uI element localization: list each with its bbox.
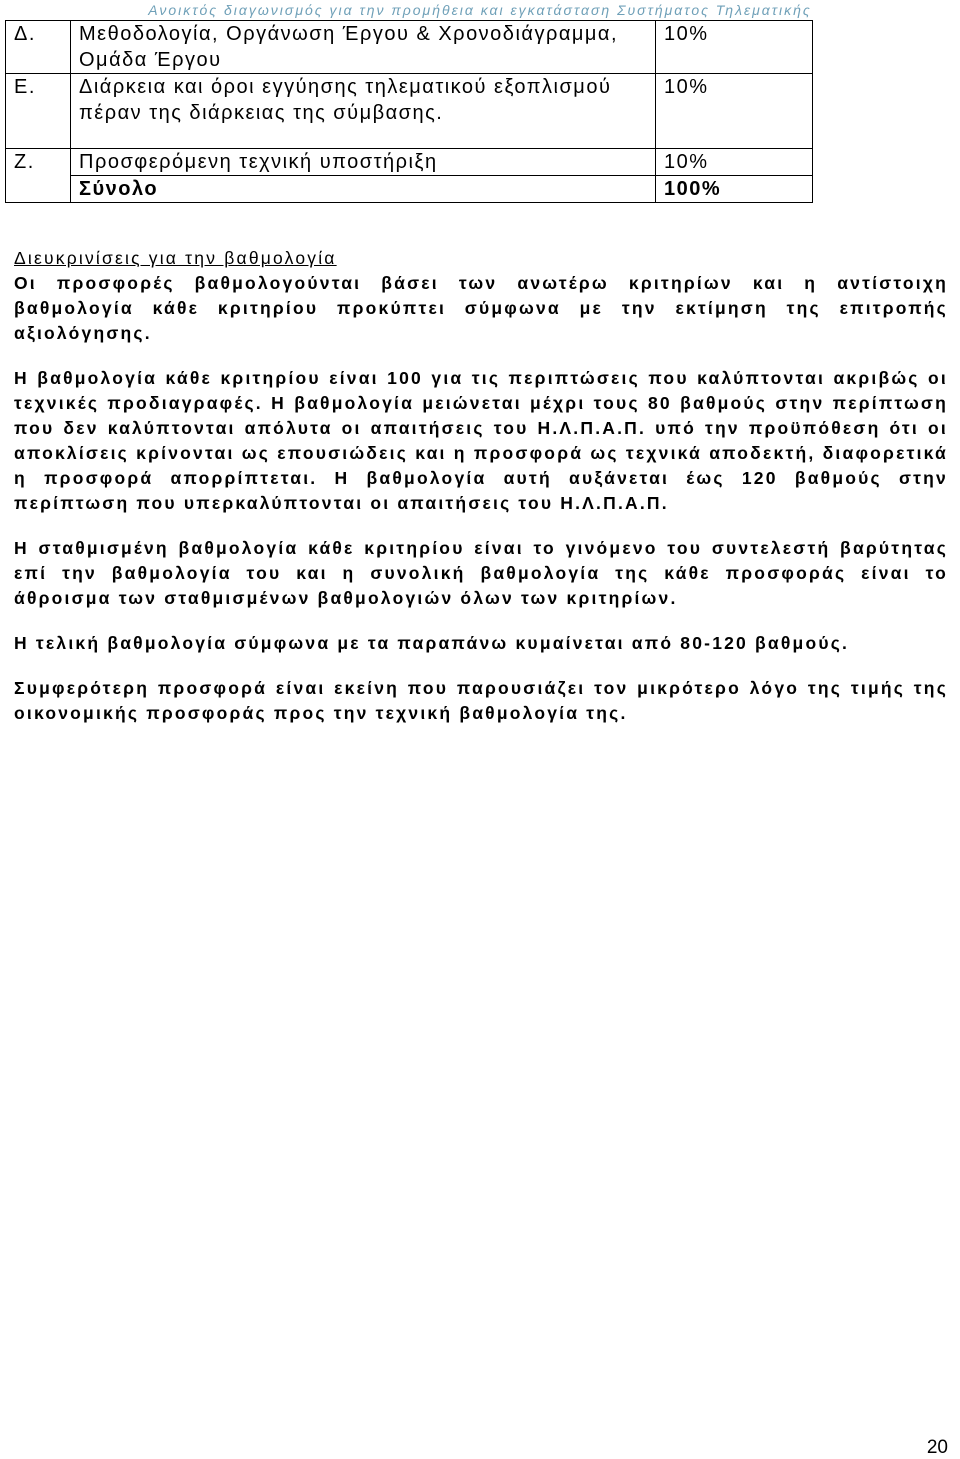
page-number: 20 [926, 1437, 948, 1458]
paragraph: Οι προσφορές βαθμολογούνται βάσει των ανωτέρω κριτηρίων και η αντίστοιχη βαθμολογία κάθε κριτηρίου προκύπτει σύμφωνα με την εκτίμηση της επιτροπής αξιολόγησης. [14, 273, 948, 343]
subheading: Διευκρινίσεις για την βαθμολογία [14, 248, 337, 268]
document-body [14, 246, 948, 746]
criterion-label: Μεθοδολογία, Οργάνωση Έργου & Χρονοδιάγραμμα, Ομάδα Έργου [71, 21, 656, 74]
table-row [6, 176, 813, 203]
criterion-label: Προσφερόμενη τεχνική υποστήριξη [71, 149, 656, 176]
total-weight: 100% [656, 176, 813, 203]
criterion-code: Ε. [6, 74, 71, 149]
paragraph: Η σταθμισμένη βαθμολογία κάθε κριτηρίου είναι το γινόμενο του συντελεστή βαρύτητας επί την βαθμολογία του και η συνολική βαθμολογία της κάθε προσφοράς είναι το άθροισμα των σταθμισμένων βαθμολογιών όλων των κριτηρίων. [14, 538, 948, 608]
table-row [6, 149, 813, 176]
paragraph: Συμφερότερη προσφορά είναι εκείνη που παρουσιάζει τον μικρότερο λόγο της τιμής της οικονομικής προσφοράς προς την τεχνική βαθμολογία της. [14, 678, 948, 723]
criterion-weight: 10% [656, 74, 813, 149]
criterion-code: Ζ. [6, 149, 71, 203]
total-label: Σύνολο [71, 176, 656, 203]
table-row [6, 74, 813, 149]
table-row [6, 21, 813, 74]
criterion-code: Δ. [6, 21, 71, 74]
paragraph: Η τελική βαθμολογία σύμφωνα με τα παραπάνω κυμαίνεται από 80-120 βαθμούς. [14, 633, 850, 653]
criterion-weight: 10% [656, 21, 813, 74]
criteria-table [5, 20, 813, 203]
document-header: Ανοικτός διαγωνισμός για την προμήθεια και εγκατάσταση Συστήματος Τηλεματικής [148, 2, 812, 18]
criterion-label: Διάρκεια και όροι εγγύησης τηλεματικού εξοπλισμού πέραν της διάρκειας της σύμβασης. [71, 74, 656, 149]
paragraph: Η βαθμολογία κάθε κριτηρίου είναι 100 για τις περιπτώσεις που καλύπτονται ακριβώς οι τεχνικές προδιαγραφές. Η βαθμολογία μειώνεται μέχρι τους 80 βαθμούς στην περίπτωση που δεν καλύπτονται απόλυτα οι απαιτήσεις του Η.Λ.Π.Α.Π. υπό την προϋπόθεση ότι οι αποκλίσεις κρίνονται ως επουσιώδεις και η προσφορά ως τεχνικά αποδεκτή, διαφορετικά η προσφορά απορρίπτεται. Η βαθμολογία αυτή αυξάνεται έως 120 βαθμούς στην περίπτωση που υπερκαλύπτονται οι απαιτήσεις του Η.Λ.Π.Α.Π. [14, 368, 948, 513]
criterion-weight: 10% [656, 149, 813, 176]
